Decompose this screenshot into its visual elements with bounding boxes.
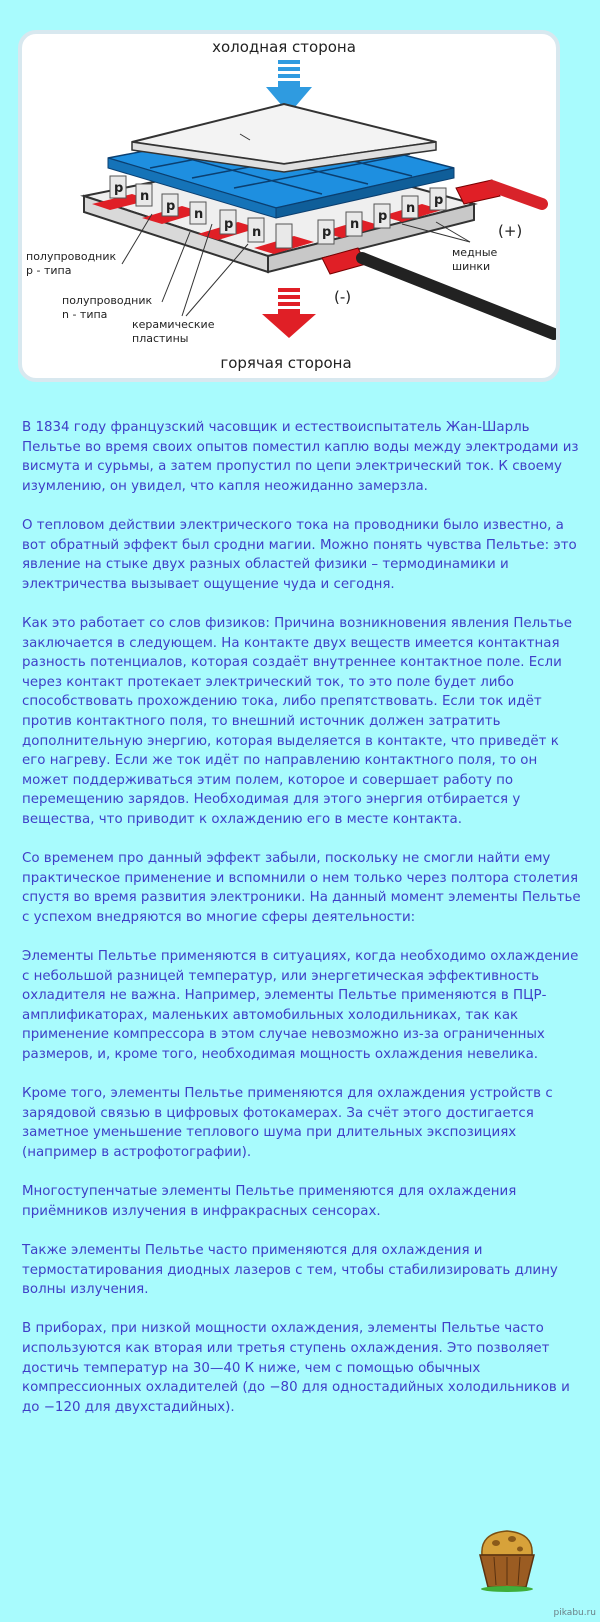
watermark: pikabu.ru	[553, 1608, 596, 1618]
p-label-1: p	[114, 181, 124, 196]
hot-arrow-icon	[262, 288, 316, 338]
paragraph-4: Со временем про данный эффект забыли, поскольку не смогли найти ему практическое применение и вспомнили о нем только через полтора столетия спустя во время развития электроники. На данный момент элементы Пельтье с успехом внедряются во многие сферы деятельности:	[22, 851, 581, 925]
minus-label: (-)	[334, 288, 352, 306]
muffin-icon	[474, 1525, 540, 1593]
n-label-3: n	[252, 225, 262, 240]
paragraph-6: Кроме того, элементы Пельтье применяются для охлаждения устройств с зарядовой связью в цифровых фотокамерах. За счёт этого достигается заметное уменьшение теплового шума при длительных экспозициях (например в астрофотографии).	[22, 1086, 553, 1160]
peltier-diagram-svg	[22, 34, 556, 378]
p-label-6: p	[434, 193, 444, 208]
paragraph-1: В 1834 году французский часовщик и естествоиспытатель Жан-Шарль Пельтье во время своих опытов поместил каплю воды между электродами из висмута и сурьмы, а затем пропустил по цепи электрический ток. К своему изумлению, он увидел, что капля неожиданно замерзла.	[22, 420, 579, 494]
wire-positive	[456, 180, 542, 204]
n-label-1: n	[140, 189, 150, 204]
p-label-3: p	[224, 217, 234, 232]
ceramic-label-line1: керамические	[132, 318, 215, 331]
p-label-5: p	[378, 209, 388, 224]
n-label-2: n	[194, 207, 204, 222]
paragraph-7: Многоступенчатые элементы Пельтье применяются для охлаждения приёмников излучения в инфракрасных сенсорах.	[22, 1184, 517, 1219]
plus-label: (+)	[498, 222, 523, 240]
peltier-diagram	[18, 30, 560, 382]
ceramic-label-line2: пластины	[132, 332, 189, 345]
paragraph-8: Также элементы Пельтье часто применяются для охлаждения и термостатирования диодных лазеров с тем, чтобы стабилизировать длину волны излучения.	[22, 1242, 558, 1298]
copper-label-line1: медные	[452, 246, 498, 259]
p-label-4: p	[322, 225, 332, 240]
paragraph-3: Как это работает со слов физиков: Причина возникновения явления Пельтье заключается в следующем. На контакте двух веществ имеется контактная разность потенциалов, которая создаёт внутреннее контактное поле. Если через контакт протекает электрический ток, то это поле будет либо способствовать прохождению тока, либо препятствовать. Если ток идёт против контактного поля, то внешний источник должен затратить дополнительную энергию, которая выделяется в контакте, что приведёт к его нагреву. Если же ток идёт по направлению контактного поля, то он может поддерживаться этим полем, которое и совершает работу по перемещению зарядов. Необходимая для этого энергия отбирается у вещества, что приводит к охлаждению его в месте контакта.	[22, 615, 573, 827]
n-label-5: n	[406, 201, 416, 216]
paragraph-2: О тепловом действии электрического тока на проводники было известно, а вот обратный эффект был сродни магии. Можно понять чувства Пельтье: это явление на стыке двух разных областей физики – термодинамики и электричества вызывает ощущение чуда и сегодня.	[22, 517, 577, 592]
p-type-label-line1: полупроводник	[26, 250, 117, 263]
wire-negative	[322, 248, 554, 334]
copper-label-line2: шинки	[452, 260, 491, 273]
n-type-label-line2: n - типа	[62, 308, 108, 321]
paragraph-5: Элементы Пельтье применяются в ситуациях, когда необходимо охлаждение с небольшой разницей температур, или энергетическая эффективность охладителя не важна. Например, элементы Пельтье применяются в ПЦР-амплификаторах, маленьких автомобильных холодильниках, так как применение компрессора в этом случае невозможно из-за ограниченных размеров, и, кроме того, необходимая мощность охлаждения невелика.	[22, 949, 579, 1062]
p-type-label-line2: p - типа	[26, 264, 72, 277]
article-body	[22, 418, 582, 1437]
n-type-label-line1: полупроводник	[62, 294, 153, 307]
paragraph-9: В приборах, при низкой мощности охлаждения, элементы Пельтье часто используются как вторая или третья ступень охлаждения. Это позволяет достичь температур на 30—40 К ниже, чем с помощью обычных компрессионных охладителей (до −80 для одностадийных холодильников и до −120 для двухстадийных).	[22, 1321, 570, 1415]
n-label-4: n	[350, 217, 360, 232]
p-label-2: p	[166, 199, 176, 214]
hot-side-label: горячая сторона	[220, 354, 352, 372]
cold-side-label: холодная сторона	[212, 38, 356, 56]
